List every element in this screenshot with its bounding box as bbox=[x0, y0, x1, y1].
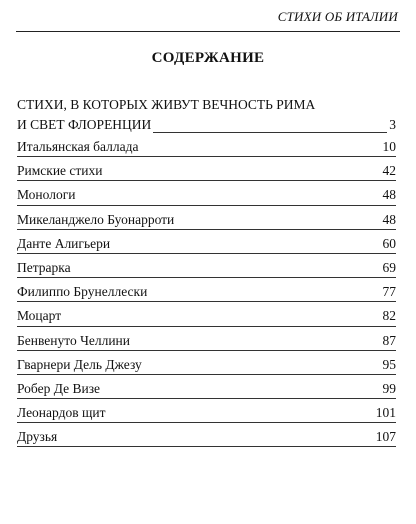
toc-entry-rule bbox=[17, 446, 396, 447]
toc-entry bbox=[17, 137, 396, 161]
toc-entry bbox=[17, 234, 396, 258]
running-header-text: СТИХИ ОБ ИТАЛИИ bbox=[277, 9, 398, 24]
toc-entry-page: 107 bbox=[375, 429, 396, 445]
toc-entry bbox=[17, 185, 396, 209]
header-rule bbox=[16, 31, 400, 32]
toc-entry-label: Микеланджело Буонарроти bbox=[17, 211, 175, 227]
toc-entry-rule bbox=[17, 180, 396, 181]
toc-entry-rule bbox=[17, 350, 396, 351]
toc-entry bbox=[17, 379, 396, 403]
toc-entry-page: 95 bbox=[382, 356, 396, 372]
toc-entry bbox=[17, 258, 396, 282]
toc-entry-page: 77 bbox=[382, 284, 396, 300]
toc-entry-rule bbox=[17, 277, 396, 278]
toc-entry-page: 101 bbox=[375, 405, 396, 421]
table-of-contents bbox=[17, 95, 396, 451]
toc-entry-rule bbox=[17, 301, 396, 302]
toc-entry-page: 42 bbox=[382, 163, 396, 179]
toc-entry bbox=[17, 95, 396, 137]
toc-entry-rule bbox=[17, 205, 396, 206]
toc-entry bbox=[17, 210, 396, 234]
toc-entry-page: 60 bbox=[382, 235, 396, 251]
toc-entry bbox=[17, 355, 396, 379]
toc-entry-page: 87 bbox=[382, 332, 396, 348]
toc-entry-label: Гварнери Дель Джезу bbox=[17, 356, 142, 372]
page-title: СОДЕРЖАНИЕ bbox=[151, 50, 265, 66]
toc-entry-rule bbox=[17, 156, 396, 157]
toc-entry-label: Бенвенуто Челлини bbox=[17, 332, 130, 348]
toc-entry-label: Леонардов щит bbox=[17, 405, 106, 421]
toc-entry-label: Моцарт bbox=[17, 308, 62, 324]
toc-entry-page: 82 bbox=[382, 308, 396, 324]
toc-entry-label: Римские стихи bbox=[17, 163, 103, 179]
toc-entry-label-line1: СТИХИ, В КОТОРЫХ ЖИВУТ ВЕЧНОСТЬ РИМА bbox=[17, 97, 316, 112]
toc-entry bbox=[17, 427, 396, 451]
toc-entry-page: 10 bbox=[382, 139, 396, 154]
toc-entry bbox=[17, 403, 396, 427]
toc-entry-rule bbox=[17, 422, 396, 423]
toc-entry-label: Монологи bbox=[17, 187, 76, 203]
toc-entry-page: 48 bbox=[382, 211, 396, 227]
toc-entry-label: Данте Алигьери bbox=[17, 235, 111, 251]
toc-entry bbox=[17, 282, 396, 306]
toc-entry-label: Филиппо Брунеллески bbox=[17, 284, 148, 300]
toc-entry-rule bbox=[17, 326, 396, 327]
toc-entry-rule bbox=[17, 253, 396, 254]
toc-entry-rule bbox=[17, 229, 396, 230]
toc-entry-page: 3 bbox=[389, 117, 396, 132]
toc-entry-rule bbox=[17, 398, 396, 399]
toc-entry-label: Петрарка bbox=[17, 259, 71, 275]
toc-entry-label: Робер Де Визе bbox=[17, 380, 101, 396]
toc-entry-page: 99 bbox=[382, 380, 396, 396]
toc-entry-page: 69 bbox=[382, 259, 396, 275]
toc-entry-label: Друзья bbox=[17, 429, 58, 445]
toc-entry bbox=[17, 331, 396, 355]
toc-entry-label: Итальянская баллада bbox=[17, 139, 139, 154]
running-header bbox=[0, 0, 416, 34]
toc-entry bbox=[17, 161, 396, 185]
toc-entry-page: 48 bbox=[382, 187, 396, 203]
toc-entry bbox=[17, 306, 396, 330]
toc-entry-rule bbox=[17, 374, 396, 375]
toc-entry-label: И СВЕТ ФЛОРЕНЦИИ bbox=[17, 117, 152, 132]
